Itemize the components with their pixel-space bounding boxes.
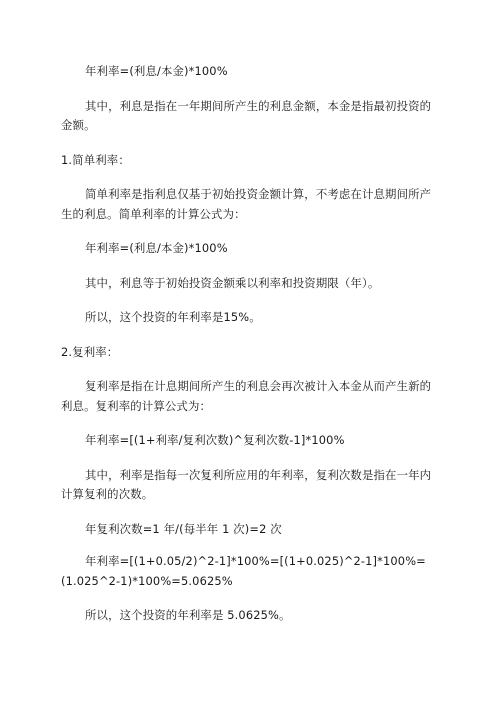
document-body (61, 62, 435, 626)
paragraph-formula-simple: 年利率=(利息/本金)*100% (85, 241, 228, 255)
paragraph-simple-interest-note: 其中，利息等于初始投资金额乘以利率和投资期限（年）。 (85, 275, 380, 290)
paragraph-compound-frequency: 年复利次数=1 年/(每半年 1 次)=2 次 (85, 521, 282, 536)
paragraph-compound-interest-note: 其中，利率是指每一次复利所应用的年利率，复利次数是指在一年内计算复利的次数。 (61, 467, 432, 501)
paragraph-definition: 其中，利息是指在一年期间所产生的利息金额，本金是指最初投资的金额。 (61, 98, 432, 132)
paragraph-compound-interest-desc: 复利率是指在计息期间所产生的利息会再次被计入本金从而产生新的利息。复利率的计算公式为： (61, 379, 432, 413)
heading-compound-interest: 2.复利率： (61, 344, 119, 359)
paragraph-formula-compound: 年利率=[(1+利率/复利次数)^复利次数-1]*100% (85, 433, 345, 447)
paragraph-compound-result: 所以，这个投资的年利率是 5.0625%。 (85, 608, 291, 622)
paragraph-simple-result: 所以，这个投资的年利率是15%。 (85, 310, 261, 324)
heading-simple-interest: 1.简单利率： (61, 152, 130, 167)
paragraph-compound-calculation: 年利率=[(1+0.05/2)^2-1]*100%=[(1+0.025)^2-1]*100%=(1.025^2-1)*100%=5.0625% (61, 554, 426, 588)
paragraph-simple-interest-desc: 简单利率是指利息仅基于初始投资金额计算，不考虑在计息期间所产生的利息。简单利率的计算公式为： (61, 187, 432, 221)
paragraph-formula-basic: 年利率=(利息/本金)*100% (85, 64, 228, 78)
